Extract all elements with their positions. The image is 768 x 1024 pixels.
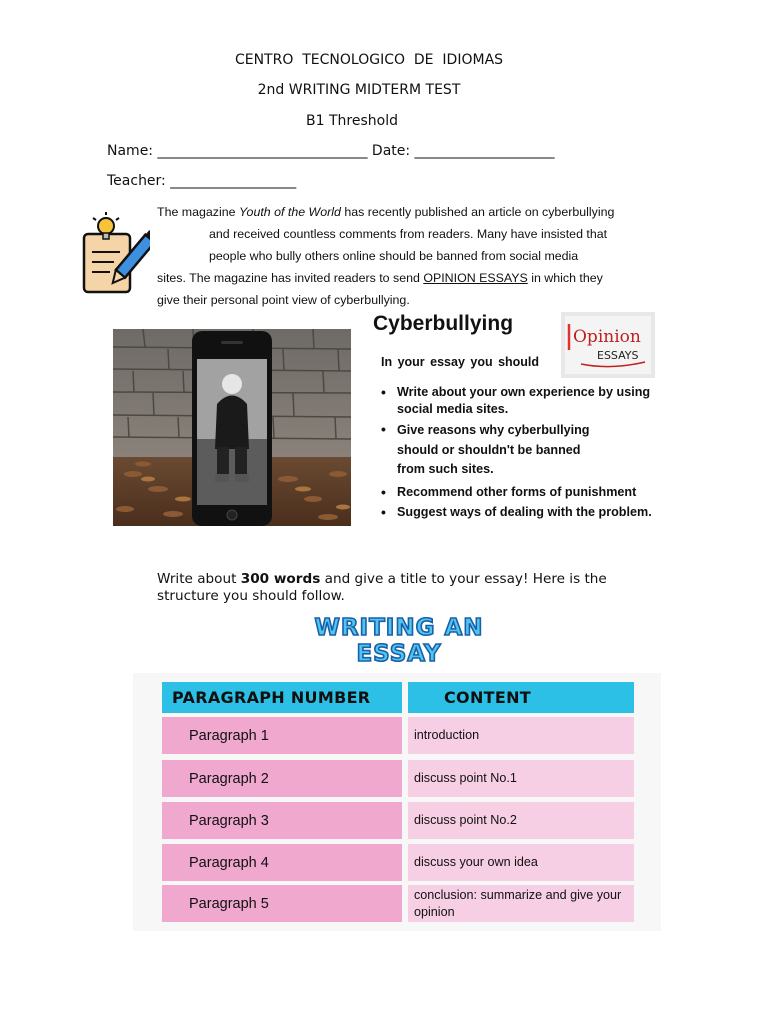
content-cell: conclusion: summarize and give your opinion <box>408 885 634 922</box>
opinion-logo-sub: ESSAYS <box>597 349 639 362</box>
content-cell: discuss your own idea <box>408 844 634 881</box>
content-cell: introduction <box>408 717 634 754</box>
writing-task-icon <box>80 210 150 296</box>
requirements-list <box>381 384 671 525</box>
banner-line-2: ESSAY <box>356 641 442 667</box>
list-item <box>381 484 671 501</box>
prompt-text: The magazine <box>157 205 239 219</box>
instructions <box>157 571 647 605</box>
list-item <box>381 421 671 480</box>
prompt-text: in which they <box>527 271 603 285</box>
list-item <box>381 504 671 521</box>
bullet-text: should or shouldn't be banned <box>397 442 581 457</box>
content-cell: discuss point No.2 <box>408 802 634 839</box>
paragraph-cell: Paragraph 4 <box>162 844 402 881</box>
section-title: Cyberbullying <box>373 312 514 335</box>
task-prompt <box>157 201 647 311</box>
instructions-text: and give a title to your essay! Here is the structure you should follow. <box>157 571 607 604</box>
paragraph-cell: Paragraph 5 <box>162 885 402 922</box>
level-label: B1 Threshold <box>306 113 398 129</box>
bullet-text: Suggest ways of dealing with the problem. <box>397 505 652 519</box>
name-date-line: Name: ______________________________ Date: ____________________ <box>107 143 555 159</box>
teacher-line: Teacher: __________________ <box>107 173 297 189</box>
banner-line-1: WRITING AN <box>314 615 484 641</box>
essay-structure-table <box>133 673 661 931</box>
paragraph-cell: Paragraph 3 <box>162 802 402 839</box>
bullet-text: • Give reasons why cyberbullying <box>397 423 590 437</box>
list-item <box>381 384 671 417</box>
word-count: 300 words <box>240 571 321 587</box>
prompt-text: sites. The magazine has invited readers to send <box>157 271 424 285</box>
school-name: CENTRO TECNOLOGICO DE IDIOMAS <box>234 52 504 68</box>
column-header-paragraph: PARAGRAPH NUMBER <box>162 682 402 713</box>
paragraph-cell: Paragraph 1 <box>162 717 402 754</box>
essay-type: OPINION ESSAYS <box>423 271 528 285</box>
essay-intro: In your essay you should <box>381 355 540 369</box>
prompt-text: and received countless comments from readers. Many have insisted that <box>209 227 608 241</box>
opinion-logo-word: Opinion <box>573 327 641 347</box>
bullet-text: Write about your own experience by using social media sites. <box>397 385 651 416</box>
prompt-text: people who bully others online should be banned from social media <box>209 249 579 263</box>
cyberbullying-photo <box>113 329 351 526</box>
prompt-text: give their personal point view of cyberbullying. <box>157 293 410 307</box>
prompt-text: has recently published an article on cyberbullying <box>340 205 615 219</box>
column-header-content: CONTENT <box>408 682 634 713</box>
opinion-essays-logo <box>561 312 655 378</box>
test-title: 2nd WRITING MIDTERM TEST <box>257 82 461 98</box>
magazine-name: Youth of the World <box>238 205 341 219</box>
writing-essay-banner <box>288 612 510 668</box>
content-cell: discuss point No.1 <box>408 760 634 797</box>
instructions-text: Write about <box>157 571 241 587</box>
bullet-text: from such sites. <box>397 462 494 476</box>
bullet-text: Recommend other forms of punishment <box>397 484 637 499</box>
paragraph-cell: Paragraph 2 <box>162 760 402 797</box>
